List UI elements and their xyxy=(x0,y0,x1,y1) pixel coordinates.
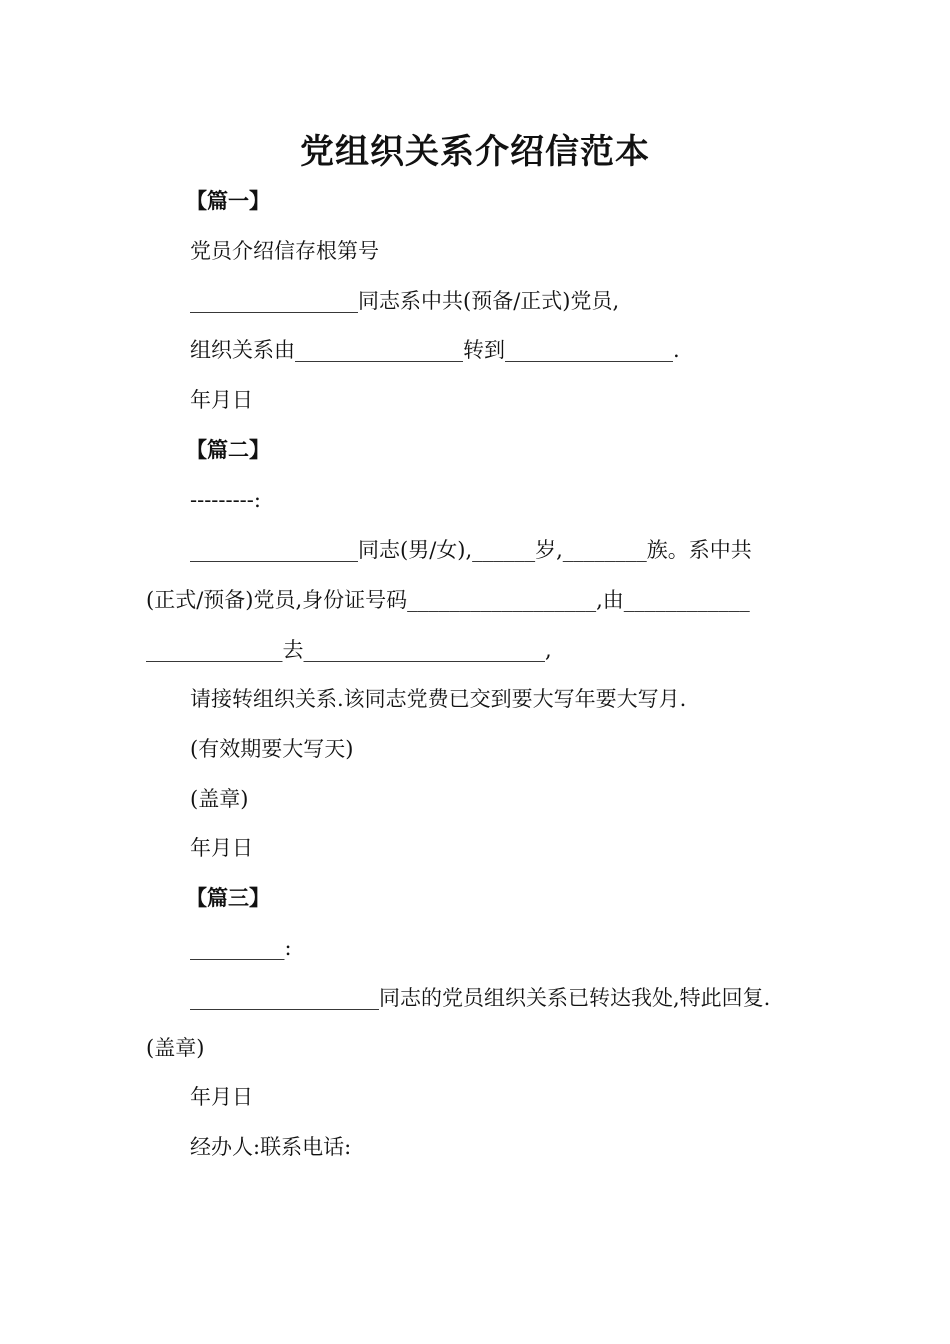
paragraph: ________________同志系中共(预备/正式)党员, xyxy=(190,289,620,313)
paragraph: ________________同志(男/女),______岁,________族。系中共 xyxy=(190,538,752,562)
stamp-line: (盖章) xyxy=(190,787,249,811)
section-heading-3: 【篇三】 xyxy=(186,885,270,910)
date-line: 年月日 xyxy=(190,1085,253,1109)
section-heading-2: 【篇二】 xyxy=(186,437,270,462)
paragraph: _____________去_______________________, xyxy=(146,638,552,662)
paragraph: __________________同志的党员组织关系已转达我处,特此回复. xyxy=(190,986,771,1010)
date-line: 年月日 xyxy=(190,836,253,860)
paragraph: 党员介绍信存根第号 xyxy=(190,239,379,263)
contact-line: 经办人:联系电话: xyxy=(190,1135,352,1159)
stamp-line: (盖章) xyxy=(146,1036,205,1060)
document-title: 党组织关系介绍信范本 xyxy=(300,132,650,172)
section-heading-1: 【篇一】 xyxy=(186,188,270,213)
paragraph: (正式/预备)党员,身份证号码__________________,由____________ xyxy=(146,588,750,612)
date-line: 年月日 xyxy=(190,388,253,412)
paragraph: (有效期要大写天) xyxy=(190,737,354,761)
salutation: ---------: xyxy=(190,488,261,512)
salutation: _________: xyxy=(190,936,292,960)
paragraph: 请接转组织关系.该同志党费已交到要大写年要大写月. xyxy=(190,687,687,711)
paragraph: 组织关系由________________转到________________. xyxy=(190,338,680,362)
